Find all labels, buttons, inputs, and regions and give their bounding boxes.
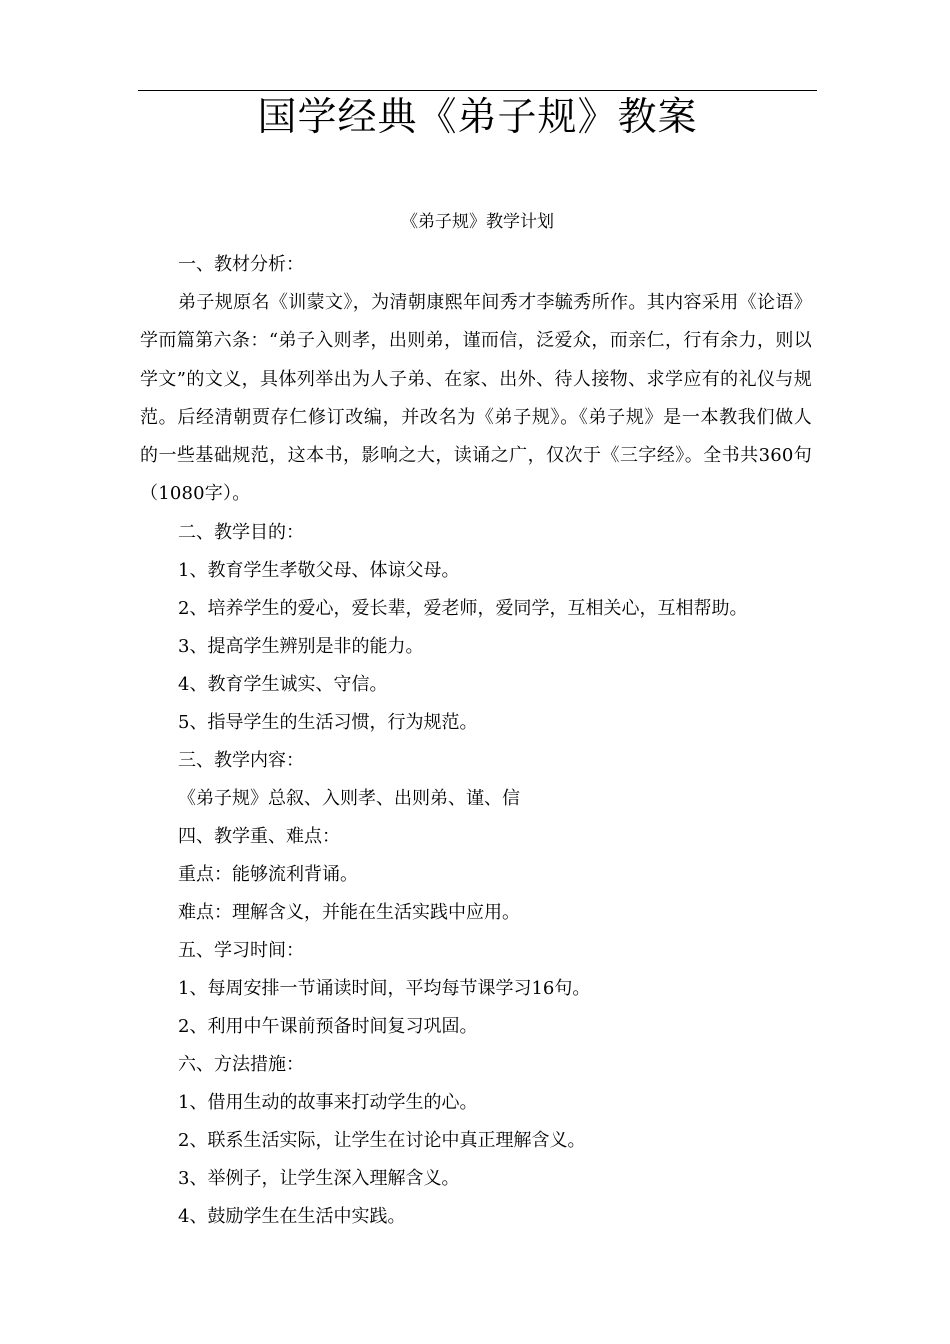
- document-title: 国学经典《弟子规》教案: [257, 95, 698, 140]
- section-heading-analysis: 一、教材分析：: [178, 254, 304, 275]
- document-subtitle: 《弟子规》教学计划: [401, 212, 554, 232]
- list-item: 1、教育学生孝敬父母、体谅父母。: [178, 559, 460, 581]
- section-heading-methods: 六、方法措施：: [178, 1053, 304, 1075]
- analysis-paragraph: 弟子规原名《训蒙文》，为清朝康熙年间秀才李毓秀所作。其内容采用《论语》学而篇第六条：“弟子入则孝，出则弟，谨而信，泛爱众，而亲仁，行有余力，则以学文”的文义，具体列举出为人子弟、在家、出外、待人接物、求学应有的礼仪与规范。后经清朝贾存仁修订改编，并改名为《弟子规》。《弟子规》是一本教我们做人的一些基础规范，这本书，影响之大，读诵之广，仅次于《三字经》。全书共360句（1080字）。: [140, 292, 812, 505]
- list-item: 4、教育学生诚实、守信。: [178, 673, 388, 695]
- list-item: 2、联系生活实际，让学生在讨论中真正理解含义。: [178, 1129, 586, 1151]
- section-heading-keypoints: 四、教学重、难点：: [178, 825, 340, 847]
- list-item: 2、培养学生的爱心，爱长辈，爱老师，爱同学，互相关心，互相帮助。: [178, 597, 748, 619]
- section-heading-goals: 二、教学目的：: [178, 521, 304, 543]
- content-text: 《弟子规》总叙、入则孝、出则弟、谨、信: [178, 787, 520, 809]
- header-rule: [138, 90, 817, 91]
- list-item: 1、借用生动的故事来打动学生的心。: [178, 1091, 478, 1113]
- list-item: 2、利用中午课前预备时间复习巩固。: [178, 1015, 478, 1037]
- document-body: [140, 246, 812, 1236]
- section-heading-time: 五、学习时间：: [178, 939, 304, 961]
- list-item: 4、鼓励学生在生活中实践。: [178, 1205, 406, 1227]
- list-item: 3、举例子，让学生深入理解含义。: [178, 1167, 460, 1189]
- list-item: 5、指导学生的生活习惯，行为规范。: [178, 711, 478, 733]
- list-item: 3、提高学生辨别是非的能力。: [178, 635, 424, 657]
- section-heading-content: 三、教学内容：: [178, 749, 304, 771]
- list-item: 难点：理解含义，并能在生活实践中应用。: [178, 901, 520, 923]
- list-item: 重点：能够流利背诵。: [178, 863, 358, 885]
- list-item: 1、每周安排一节诵读时间，平均每节课学习16句。: [178, 977, 591, 999]
